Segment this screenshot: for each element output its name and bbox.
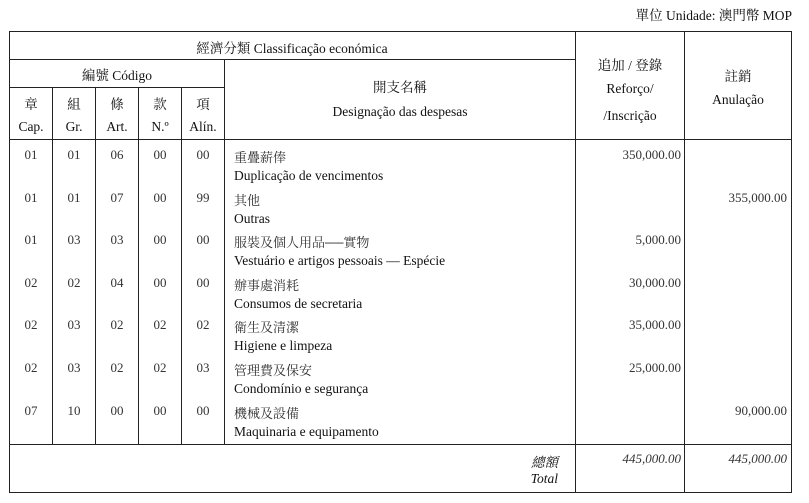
table-left-border <box>9 31 10 493</box>
description-pt-cell: Duplicação de vencimentos <box>234 168 384 183</box>
description-zh-cell: 其他 <box>234 193 261 208</box>
art-col-border <box>95 87 96 444</box>
gr-cell: 03 <box>67 317 81 332</box>
alin-header-zh: 項 <box>196 97 210 112</box>
alin-col-border <box>181 87 182 444</box>
n-header-zh: 款 <box>153 97 167 112</box>
gr-cell: 01 <box>67 147 81 162</box>
anulacao-header-pt: Anulação <box>712 92 764 107</box>
n-cell: 00 <box>153 275 167 290</box>
n-cell: 00 <box>153 190 167 205</box>
anulacao-cell: 90,000.00 <box>735 403 787 418</box>
cap-cell: 01 <box>24 190 38 205</box>
gr-col-border <box>52 87 53 444</box>
reforco-cell: 5,000.00 <box>635 232 681 247</box>
codigo-header: 編號 Código <box>81 68 153 83</box>
gr-cell: 02 <box>67 275 81 290</box>
description-zh-cell: 管理費及保安 <box>234 363 313 378</box>
gr-cell: 01 <box>67 190 81 205</box>
reforco-header-pt2: /Inscrição <box>603 108 657 123</box>
n-cell: 00 <box>153 147 167 162</box>
description-pt-cell: Maquinaria e equipamento <box>234 424 379 439</box>
cap-cell: 02 <box>24 275 38 290</box>
codigo-divider <box>9 87 224 88</box>
table-right-border <box>791 31 792 493</box>
reforco-cell: 35,000.00 <box>629 317 681 332</box>
description-zh-cell: 機械及設備 <box>234 406 300 421</box>
reforco-cell: 350,000.00 <box>622 147 681 162</box>
n-cell: 02 <box>153 317 167 332</box>
art-cell: 06 <box>110 147 124 162</box>
reforco-header-pt1: Reforço/ <box>606 81 654 96</box>
alin-cell: 00 <box>196 232 210 247</box>
art-header-zh: 條 <box>110 97 124 112</box>
gr-cell: 03 <box>67 232 81 247</box>
reforco-header-zh: 追加 / 登錄 <box>597 58 663 73</box>
designation-header-zh: 開支名稱 <box>373 80 427 95</box>
designation-header-pt: Designação das despesas <box>332 104 468 119</box>
n-col-border <box>138 87 139 444</box>
total-label-zh: 總額 <box>531 455 558 470</box>
description-pt-cell: Vestuário e artigos pessoais — Espécie <box>234 253 446 268</box>
cap-cell: 07 <box>24 403 38 418</box>
description-zh-cell: 重疊薪俸 <box>234 150 287 165</box>
table-bottom-border <box>9 492 792 493</box>
alin-cell: 03 <box>196 360 210 375</box>
alin-cell: 00 <box>196 275 210 290</box>
art-cell: 02 <box>110 317 124 332</box>
art-cell: 04 <box>110 275 124 290</box>
alin-cell: 00 <box>196 147 210 162</box>
art-header-pt: Art. <box>106 119 128 134</box>
classification-header: 經濟分類 Classificação económica <box>196 41 388 56</box>
total-label-pt: Total <box>530 471 558 486</box>
header-bottom-border <box>9 139 792 140</box>
alin-header-pt: Alín. <box>189 119 217 134</box>
alin-cell: 02 <box>196 317 210 332</box>
cap-cell: 02 <box>24 317 38 332</box>
gr-header-zh: 組 <box>67 97 81 112</box>
reforco-col-border <box>575 31 576 493</box>
description-zh-cell: 辦事處消耗 <box>234 278 300 293</box>
table-top-border <box>9 31 792 32</box>
anulacao-cell: 355,000.00 <box>728 190 787 205</box>
gr-cell: 03 <box>67 360 81 375</box>
alin-cell: 99 <box>196 190 210 205</box>
art-cell: 07 <box>110 190 124 205</box>
description-zh-cell: 服裝及個人用品──實物 <box>234 235 370 250</box>
cap-header-zh: 章 <box>24 97 38 112</box>
anulacao-col-border <box>684 31 685 493</box>
description-pt-cell: Condomínio e segurança <box>234 381 369 396</box>
art-cell: 00 <box>110 403 124 418</box>
description-pt-cell: Outras <box>234 211 270 226</box>
n-cell: 02 <box>153 360 167 375</box>
cap-cell: 02 <box>24 360 38 375</box>
description-pt-cell: Consumos de secretaria <box>234 296 363 311</box>
n-cell: 00 <box>153 403 167 418</box>
art-cell: 02 <box>110 360 124 375</box>
alin-cell: 00 <box>196 403 210 418</box>
anulacao-header-zh: 註銷 <box>724 69 752 84</box>
art-cell: 03 <box>110 232 124 247</box>
total-anulacao: 445,000.00 <box>728 451 787 466</box>
cap-cell: 01 <box>24 147 38 162</box>
unit-label: 單位 Unidade: 澳門幣 MOP <box>635 8 792 23</box>
reforco-cell: 30,000.00 <box>629 275 681 290</box>
total-divider <box>9 444 792 445</box>
n-cell: 00 <box>153 232 167 247</box>
designation-col-border <box>224 59 225 444</box>
cap-cell: 01 <box>24 232 38 247</box>
cap-header-pt: Cap. <box>18 119 44 134</box>
description-zh-cell: 衛生及清潔 <box>234 320 300 335</box>
classification-divider <box>9 59 575 60</box>
description-pt-cell: Higiene e limpeza <box>234 338 333 353</box>
total-reforco: 445,000.00 <box>622 451 681 466</box>
gr-header-pt: Gr. <box>65 119 83 134</box>
budget-table <box>9 31 792 493</box>
gr-cell: 10 <box>67 403 81 418</box>
n-header-pt: N.º <box>151 119 169 134</box>
reforco-cell: 25,000.00 <box>629 360 681 375</box>
